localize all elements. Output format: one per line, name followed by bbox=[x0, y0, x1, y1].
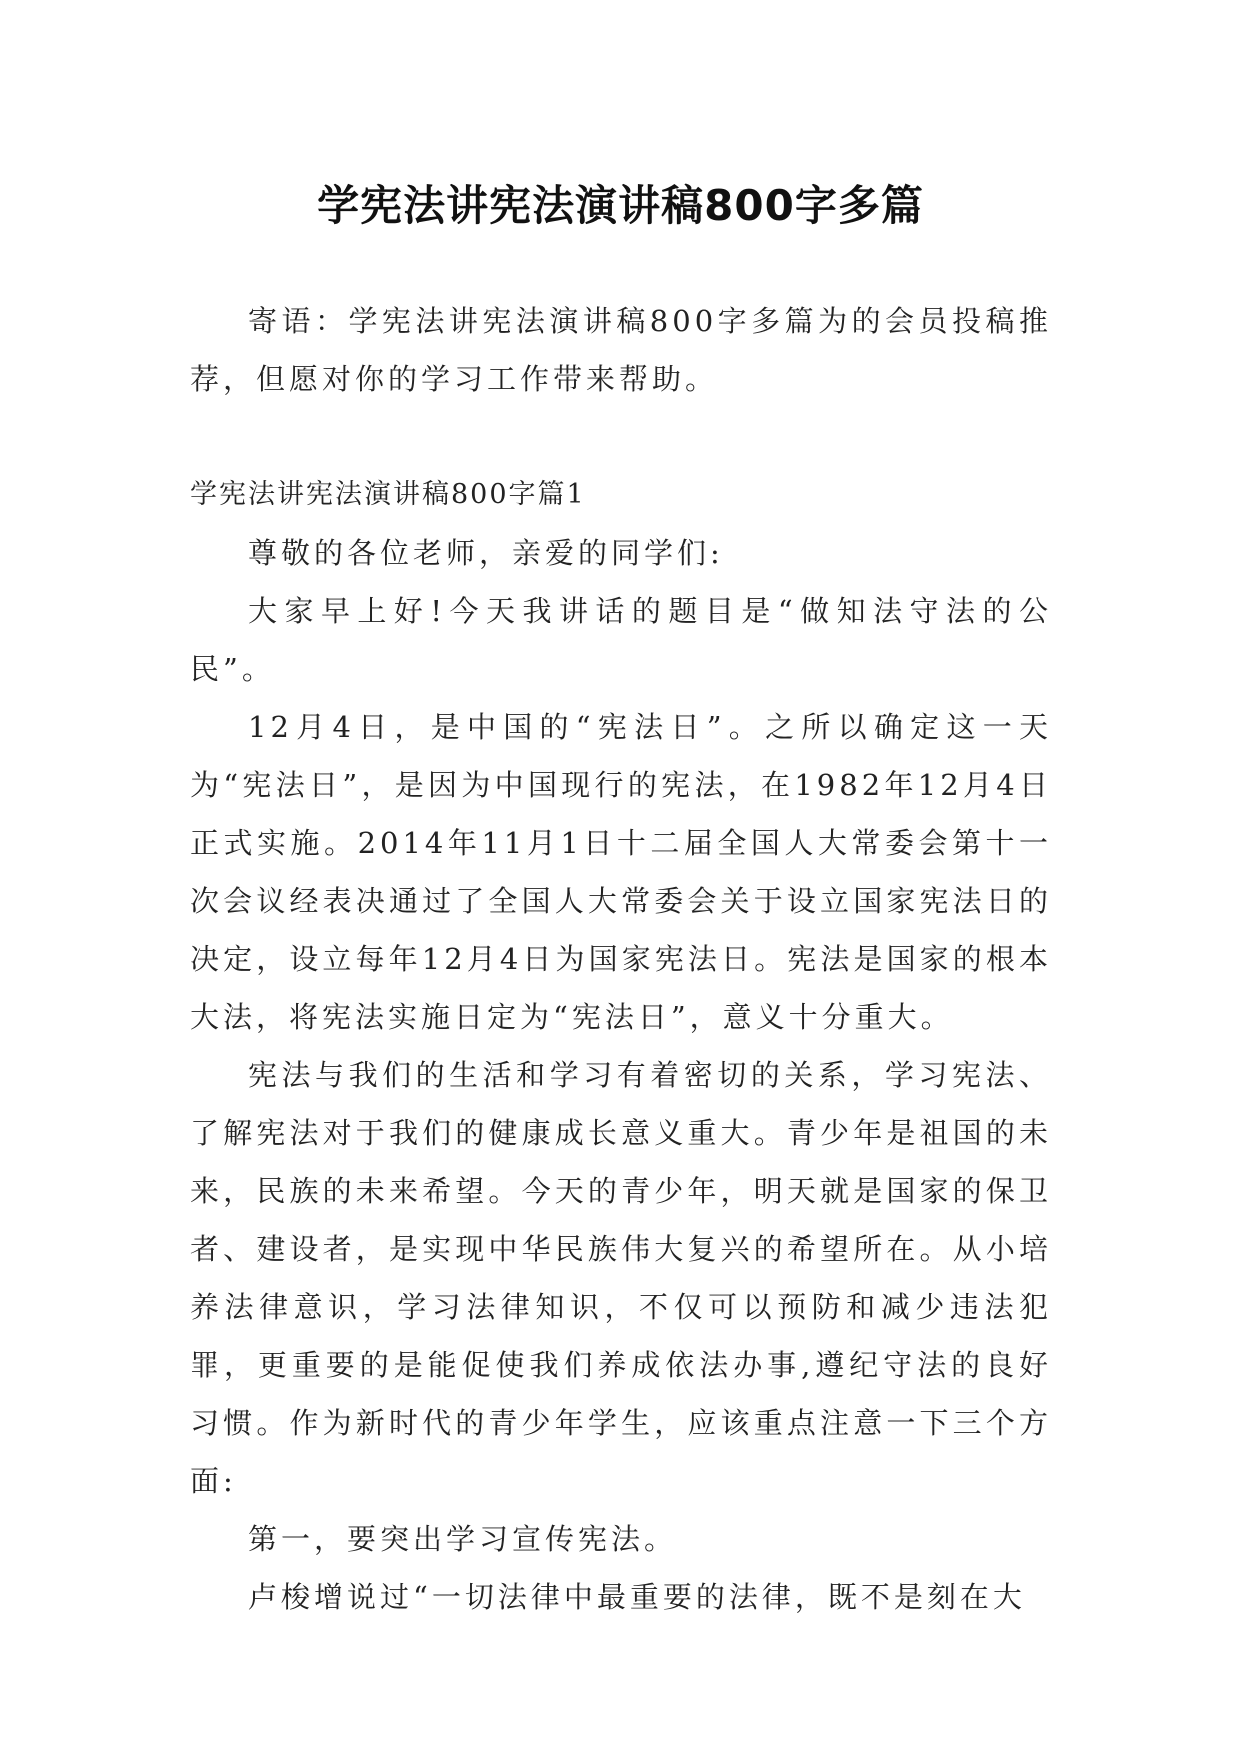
paragraph-quote: 卢梭增说过“一切法律中最重要的法律，既不是刻在大 bbox=[248, 1580, 1026, 1614]
document-title: 学宪法讲宪法演讲稿800字多篇 bbox=[317, 181, 924, 231]
spacer bbox=[190, 408, 1052, 466]
paragraph-salutation: 尊敬的各位老师，亲爱的同学们: bbox=[248, 536, 724, 570]
section-heading: 学宪法讲宪法演讲稿800字篇1 bbox=[190, 479, 586, 510]
paragraph-point-one: 第一，要突出学习宣传宪法。 bbox=[248, 1522, 678, 1556]
paragraph-constitution-day: 12月4日，是中国的“宪法日”。之所以确定这一天为“宪法日”，是因为中国现行的宪法，在1982年12月4日正式实施。2014年11月1日十二届全国人大常委会第十一次会议经表决通过了全国人大常委会关于设立国家宪法日的决定，设立每年12月4日为国家宪法日。宪法是国家的根本大法，将宪法实施日定为“宪法日”，意义十分重大。 bbox=[190, 710, 1052, 1034]
paragraph-greeting: 大家早上好!今天我讲话的题目是“做知法守法的公民”。 bbox=[190, 594, 1052, 686]
paragraph-youth: 宪法与我们的生活和学习有着密切的关系，学习宪法、了解宪法对于我们的健康成长意义重大。青少年是祖国的未来，民族的未来希望。今天的青少年，明天就是国家的保卫者、建设者，是实现中华民族伟大复兴的希望所在。从小培养法律意识，学习法律知识，不仅可以预防和减少违法犯罪，更重要的是能促使我们养成依法办事,遵纪守法的良好习惯。作为新时代的青少年学生，应该重点注意一下三个方面: bbox=[190, 1058, 1052, 1498]
intro-paragraph: 寄语：学宪法讲宪法演讲稿800字多篇为的会员投稿推荐，但愿对你的学习工作带来帮助。 bbox=[190, 304, 1052, 396]
document-body bbox=[190, 292, 1052, 1626]
